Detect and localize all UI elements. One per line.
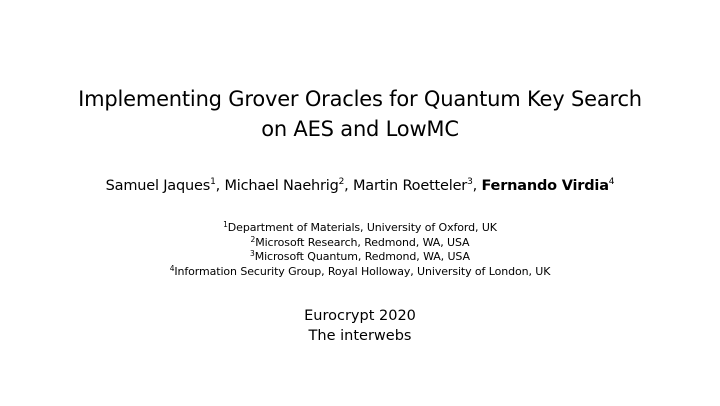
slide-title-line-1: Implementing Grover Oracles for Quantum Key Search (78, 87, 642, 111)
author-affiliation-mark: 3 (467, 177, 473, 187)
author-affiliation-mark: 2 (338, 177, 345, 187)
affiliation-mark: 4 (169, 263, 175, 273)
author-affiliation-mark: 4 (608, 177, 615, 187)
author-3 (353, 178, 481, 194)
affiliation-mark: 2 (250, 234, 256, 244)
venue-block (0, 306, 720, 346)
affiliation-text: Microsoft Quantum, Redmond, WA, USA (254, 250, 470, 263)
affiliation-1 (0, 221, 720, 236)
author-name: Martin Roetteler (352, 178, 468, 194)
affiliation-mark: 3 (250, 249, 255, 258)
affiliation-text: Information Security Group, Royal Holloway, University of London, UK (174, 264, 551, 278)
affiliation-text: Microsoft Research, Redmond, WA, USA (255, 235, 470, 249)
author-affiliation-mark: 1 (210, 177, 216, 187)
affiliation-3 (0, 250, 720, 265)
author-name-presenter: Fernando Virdia (481, 178, 609, 194)
affiliation-mark: 1 (223, 220, 228, 229)
author-list (0, 175, 720, 197)
author-2 (224, 178, 353, 194)
affiliation-2 (0, 236, 720, 251)
affiliation-4 (0, 265, 720, 280)
slide-title-line-2: on AES and LowMC (261, 117, 459, 141)
author-separator: , (472, 178, 482, 194)
conference-name: Eurocrypt 2020 (304, 308, 416, 324)
affiliation-text: Department of Materials, University of Oxford, UK (227, 221, 497, 234)
author-name: Samuel Jaques (105, 178, 211, 194)
author-separator: , (344, 178, 353, 194)
affiliation-list (0, 221, 720, 279)
author-name: Michael Naehrig (224, 178, 339, 194)
conference-location: The interwebs (308, 328, 412, 344)
author-1 (106, 178, 225, 194)
slide-title (0, 84, 720, 144)
author-separator: , (215, 178, 225, 194)
author-4-presenter (481, 178, 614, 194)
